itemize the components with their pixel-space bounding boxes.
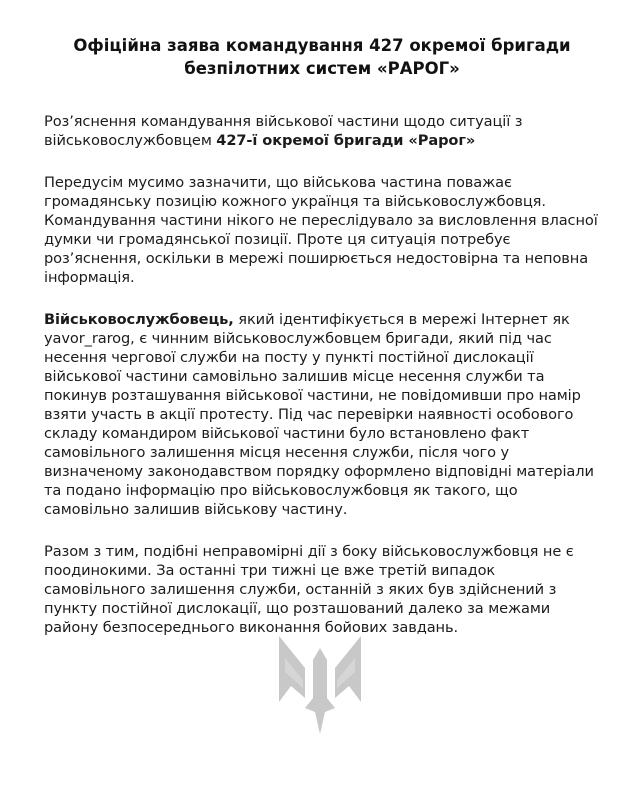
title-line-1: Офіційна заява командування 427 окремої бригади <box>73 36 571 55</box>
paragraph-position: Передусім мусимо зазначити, що військова частина поважає громадянську позицію кожного українця та військовослужбовця. Командування частини нікого не переслідувало за висловлення власної думки чи громадянської позиції. Проте ця ситуація потребує роз’яснення, оскільки в мережі поширюється недостовірна та неповна інформація. <box>44 174 598 286</box>
title-line-2: безпілотних систем «РАРОГ» <box>184 59 460 78</box>
brigade-falcon-emblem-icon <box>275 628 365 740</box>
document-title <box>44 34 600 80</box>
intro-brigade-name: 427-ї окремої бригади «Рарог» <box>216 132 476 149</box>
intro-paragraph <box>44 112 600 150</box>
intro-text: Роз’яснення командування військової частини щодо ситуації з військовослужбовцем <box>44 113 523 149</box>
paragraph-repeat-cases: Разом з тим, подібні неправомірні дії з боку військовослужбовця не є поодинокими. За останні три тижні це вже третій випадок самовільного залишення служби, останній з яких був здійснений з пункту постійної дислокації, що розташований далеко за межами району безпосереднього виконання бойових завдань. <box>44 543 574 636</box>
incident-subject: Військовослужбовець, <box>44 311 234 328</box>
incident-text: який ідентифікується в мережі Інтернет як yavor_rarog, є чинним військовослужбовцем бригади, який під час несення чергової служби на посту у пункті постійної дислокації військової частини самовільно залишив місце несення служби та покинув розташування військової частини, не повідомивши про намір взяти участь в акції протесту. Під час перевірки наявності особового складу командиром військової частини було встановлено факт самовільного залишення місця несення служби, після чого у визначеному законодавством порядку оформлено відповідні матеріали та подано інформацію про військовослужбовця як такого, що самовільно залишив військову частину. <box>44 311 594 518</box>
paragraph-incident <box>44 310 600 519</box>
